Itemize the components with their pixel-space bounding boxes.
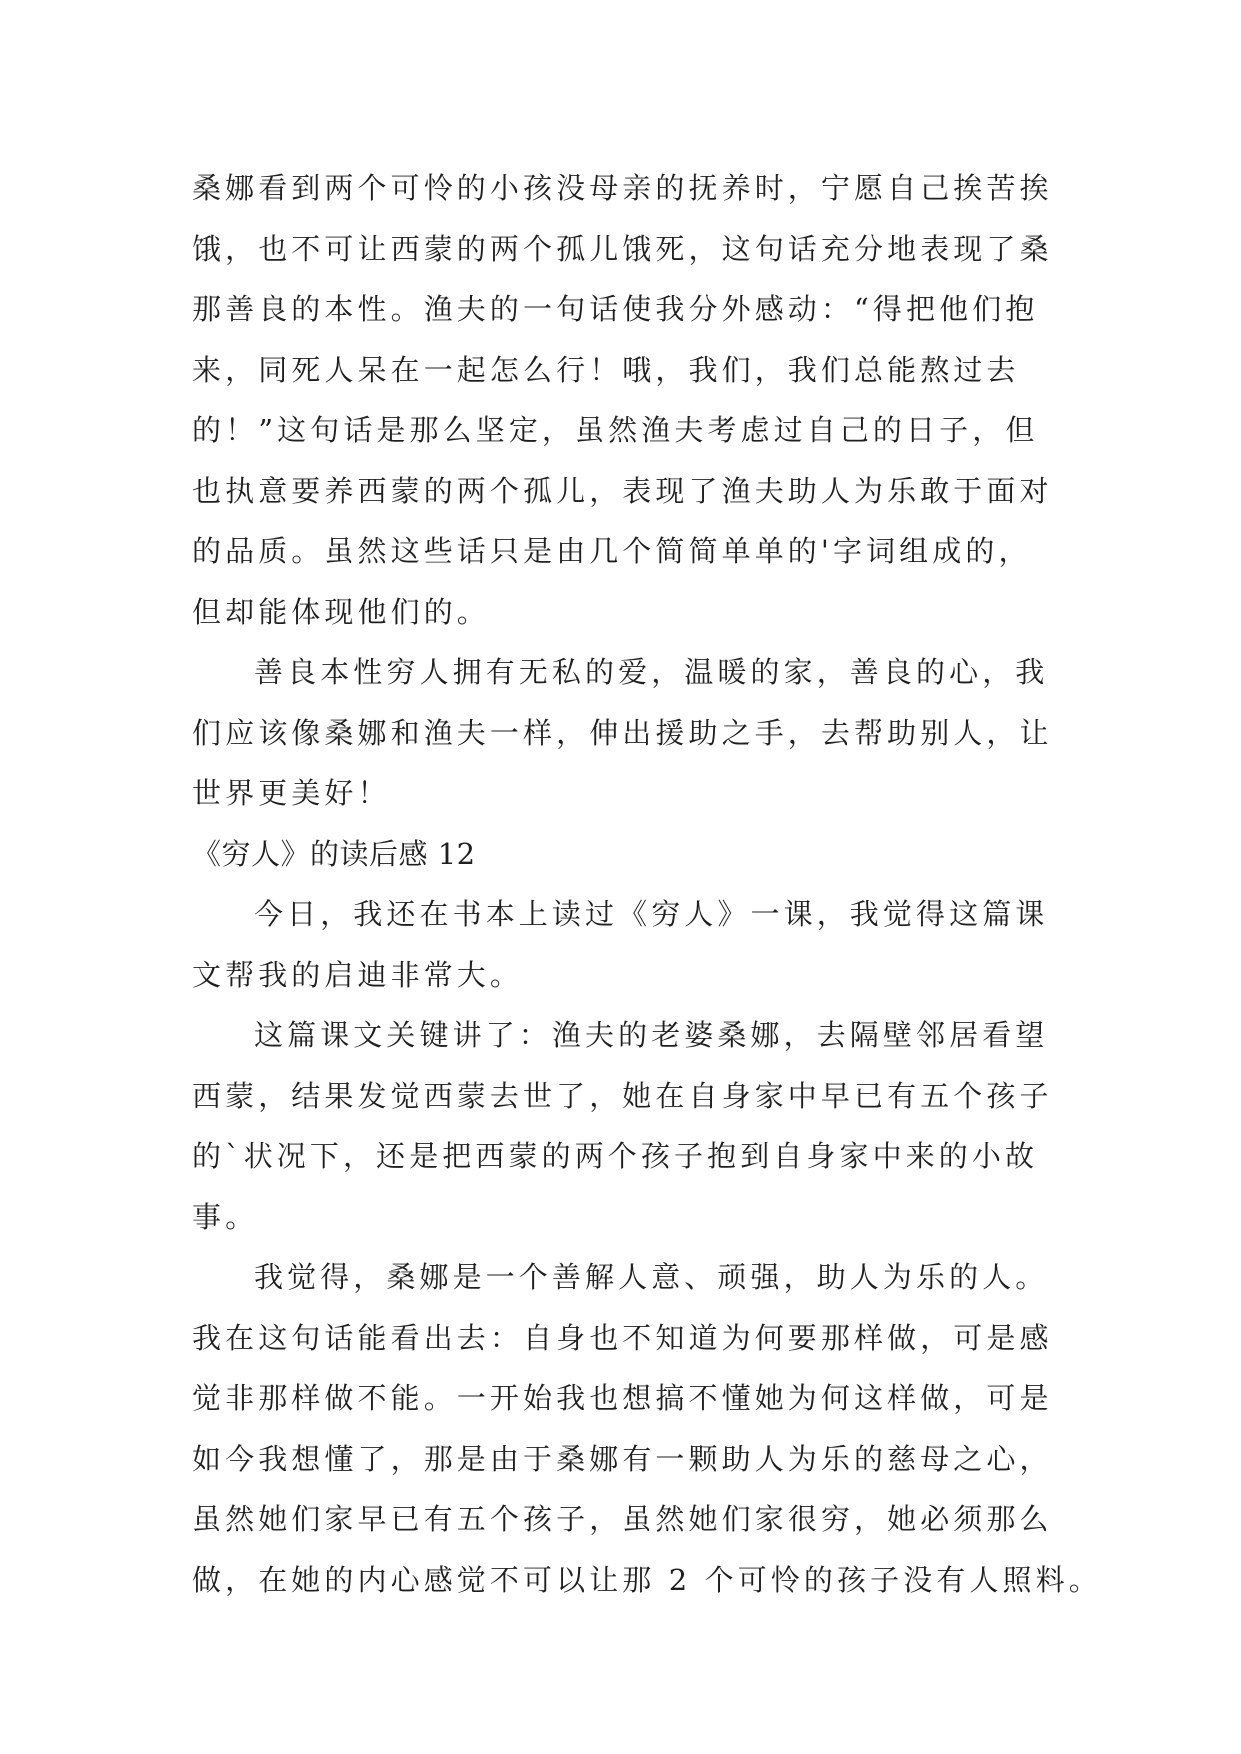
- text-line: 的！”这句话是那么坚定，虽然渔夫考虑过自己的日子，但: [192, 413, 1039, 447]
- text-line: 我在这句话能看出去：自身也不知道为何要那样做，可是感: [192, 1320, 1053, 1355]
- text-line: 善良本性穷人拥有无私的爱，温暖的家，善良的心，我: [254, 655, 1049, 689]
- text-line: 虽然她们家早已有五个孩子，虽然她们家很穷，她必须那么: [192, 1502, 1053, 1536]
- text-line: 文帮我的启迪非常大。: [192, 957, 524, 992]
- text-line: 饿，也不可让西蒙的两个孤儿饿死，这句话充分地表现了桑: [192, 231, 1053, 266]
- text-line: 如今我想懂了，那是由于桑娜有一颗助人为乐的慈母之心，: [192, 1441, 1053, 1476]
- text-line: 的`状况下，还是把西蒙的两个孩子抱到自身家中来的小故: [192, 1139, 1039, 1173]
- text-line: 事。: [192, 1199, 259, 1234]
- text-line: 来，同死人呆在一起怎么行！哦，我们，我们总能熬过去: [192, 352, 1020, 387]
- paragraph-3: [192, 884, 1062, 1005]
- text-line: 但却能体现他们的。: [192, 594, 490, 629]
- text-line: 们应该像桑娜和渔夫一样，伸出援助之手，去帮助别人，让: [192, 715, 1053, 750]
- text-line: 这篇课文关键讲了：渔夫的老婆桑娜，去隔壁邻居看望: [254, 1018, 1049, 1052]
- text-line: 的品质。虽然这些话只是由几个简简单单的'字词组成的，: [192, 534, 1032, 568]
- text-line: 桑娜看到两个可怜的小孩没母亲的抚养时，宁愿自己挨苦挨: [192, 171, 1053, 205]
- text-line: 觉非那样做不能。一开始我也想搞不懂她为何这样做，可是: [192, 1381, 1053, 1415]
- text-line: 也执意要养西蒙的两个孤儿，表现了渔夫助人为乐敢于面对: [192, 473, 1053, 508]
- text-line: 今日，我还在书本上读过《穷人》一课，我觉得这篇课: [254, 897, 1049, 931]
- paragraph-2: [192, 642, 1062, 824]
- text-line: 世界更美好！: [192, 776, 391, 810]
- text-line: 做，在她的内心感觉不可以让那 2 个可怜的孩子没有人照料。: [192, 1562, 1102, 1597]
- text-line: 我觉得，桑娜是一个善解人意、顽强，助人为乐的人。: [254, 1260, 1049, 1294]
- text-line: 西蒙，结果发觉西蒙去世了，她在自身家中早已有五个孩子: [192, 1078, 1053, 1113]
- paragraph-1: [192, 158, 1062, 642]
- paragraph-4: [192, 1005, 1062, 1247]
- text-line: 那善良的本性。渔夫的一句话使我分外感动：“得把他们抱: [192, 292, 1039, 326]
- document-body: [192, 158, 1102, 1610]
- section-heading: 《穷人》的读后感 12: [192, 836, 476, 871]
- paragraph-5: [192, 1247, 1102, 1610]
